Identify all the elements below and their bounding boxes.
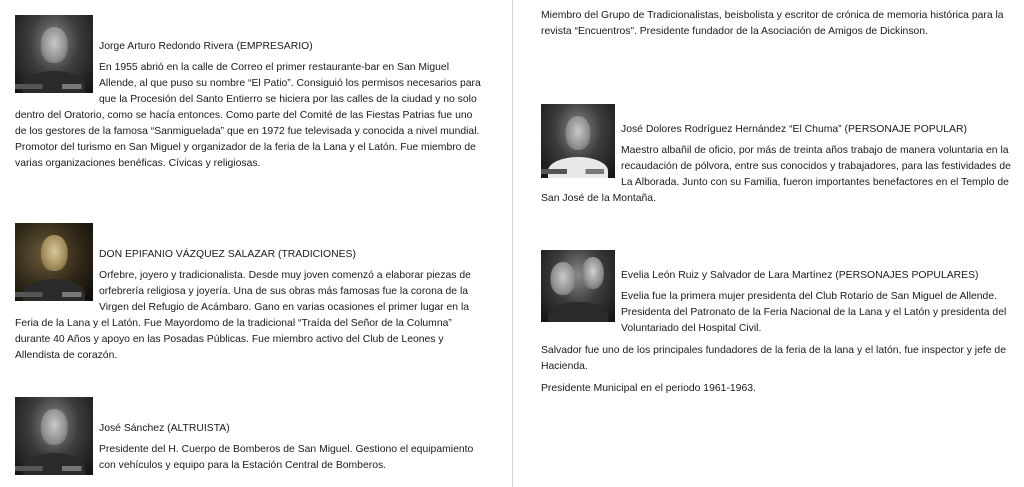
person-name: Jorge Arturo Redondo Rivera (EMPRESARIO) — [99, 41, 313, 52]
biography-text: Maestro albañil de oficio, por más de treinta años trabajo de manera voluntaria en la recaudación de pólvora, entre sus conocidos y trabajadores, para las festividades de La Alborada. Junto con su Familia, fueron importantes benefactores en el Templo de San José de la Montaña. — [541, 145, 1011, 204]
person-name: Evelia León Ruiz y Salvador de Lara Martínez (PERSONAJES POPULARES) — [621, 270, 979, 281]
biography-entry-rodriguez — [541, 104, 1011, 213]
biography-text: Orfebre, joyero y tradicionalista. Desde muy joven comenzó a elaborar piezas de orfebrería religiosa y joyería. Una de sus obras más famosas fue la corona de la Virgen del Refugio de Acámbaro. Gano en varias ocasiones el primer lugar en la Feria de la Lana y el Latón. Fue Mayordomo de la tradicional “Traída del Señor de la Columna” durante 40 Años y apoyo en las Posadas Públicas. Fue miembro activo del Club de Leones y Allendista de corazón. — [15, 270, 471, 361]
biography-text: Evelia fue la primera mujer presidenta del Club Rotario de San Miguel de Allende. Presidenta del Patronato de la Feria Nacional de la Lana y el Latón y presidenta del Voluntariado del Hospital Civil. — [621, 291, 1007, 334]
biography-text: Presidente Municipal en el periodo 1961-1963. — [541, 383, 756, 394]
biography-entry-vazquez — [15, 223, 485, 370]
portrait-photo — [541, 104, 615, 178]
continued-biography-text: Miembro del Grupo de Tradicionalistas, beisbolista y escritor de crónica de memoria histórica para la revista “Encuentros”. Presidente fundador de la Asociación de Amigos de Dickinson. — [541, 10, 1004, 37]
person-name: José Sánchez (ALTRUISTA) — [99, 423, 230, 434]
couple-photo — [541, 250, 615, 322]
biography-text: Presidente del H. Cuerpo de Bomberos de San Miguel. Gestiono el equipamiento con vehículos y equipo para la Estación Central de Bomberos. — [99, 444, 474, 471]
biography-text: En 1955 abrió en la calle de Correo el primer restaurante-bar en San Miguel Allende, al que puso su nombre “El Patio”. Consiguió los permisos necesarios para que la Procesión del Santo Entierro se hiciera por las calles de la ciudad y no solo dentro del Oratorio, como se hacía entonces. Como parte del Comité de las Fiestas Patrias fue uno de los gestores de la famosa “Sanmiguelada” que en 1972 fue televisada y conocida a nivel mundial. Promotor del turismo en San Miguel y organizador de la feria de la Lana y el Latón. Fue miembro de varias organizaciones benéficas. Cívicas y religiosas. — [15, 62, 481, 169]
person-name: DON EPIFANIO VÁZQUEZ SALAZAR (TRADICIONES) — [99, 249, 356, 260]
column-divider — [512, 0, 513, 487]
portrait-photo — [15, 397, 93, 475]
biography-entry-sanchez — [15, 397, 485, 480]
portrait-photo — [15, 223, 93, 301]
biography-entry-leon-lara — [541, 250, 1011, 403]
biography-entry-redondo — [15, 15, 485, 178]
portrait-photo — [15, 15, 93, 93]
person-name: José Dolores Rodríguez Hernández “El Chuma” (PERSONAJE POPULAR) — [621, 124, 967, 135]
biography-text: Salvador fue uno de los principales fundadores de la feria de la lana y el latón, fue inspector y jefe de Hacienda. — [541, 345, 1006, 372]
